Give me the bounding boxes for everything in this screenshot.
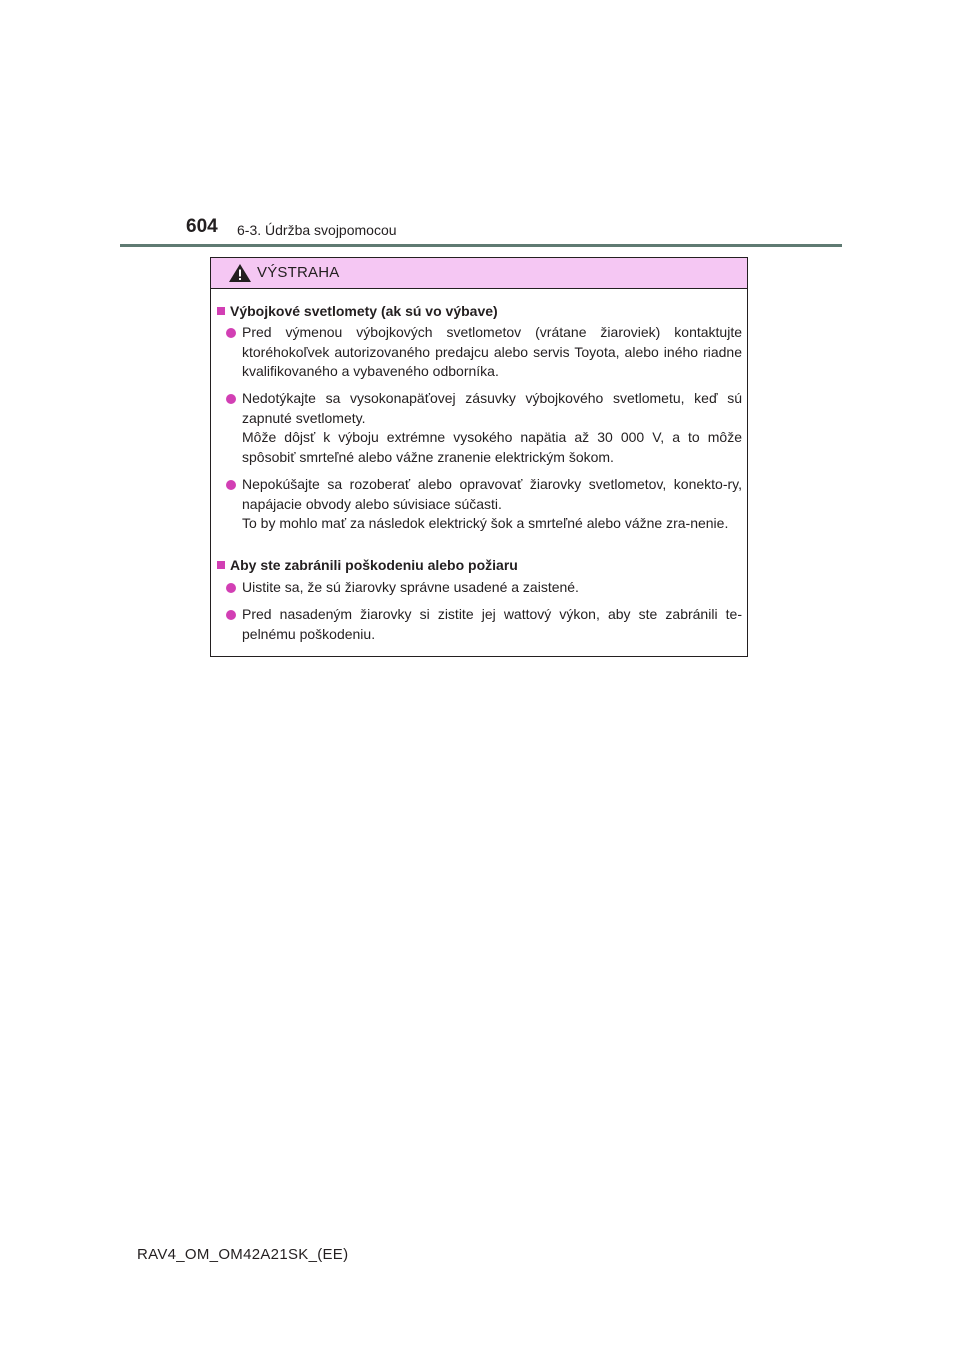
bullet-paragraph: Uistite sa, že sú žiarovky správne usadené a zaistené. [242, 579, 579, 595]
section-heading-xenon [217, 301, 498, 321]
footer-doc-code: RAV4_OM_OM42A21SK_(EE) [137, 1246, 349, 1263]
bullet-text [242, 605, 742, 644]
round-bullet-icon [226, 480, 236, 490]
square-bullet-icon [217, 561, 225, 569]
bullet-paragraph: Nepokúšajte sa rozoberať alebo opravovať žiarovky svetlometov, konekto-ry, napájacie obvody alebo súvisiace súčasti. [242, 476, 742, 512]
header-rule [120, 244, 842, 247]
round-bullet-icon [226, 610, 236, 620]
bullet-text [242, 475, 742, 534]
bullet-paragraph: Môže dôjsť k výboju extrémne vysokého napätia až 30 000 V, a to môže spôsobiť smrteľné alebo vážne zranenie elektrickým šokom. [242, 429, 742, 465]
bullet-item [226, 323, 742, 382]
bullet-text [242, 578, 742, 598]
round-bullet-icon [226, 394, 236, 404]
bullet-item [226, 605, 742, 644]
section-heading-text: Výbojkové svetlomety (ak sú vo výbave) [230, 303, 498, 319]
bullet-paragraph: Nedotýkajte sa vysokonapäťovej zásuvky výbojkového svetlometu, keď sú zapnuté svetlomety. [242, 390, 742, 426]
warning-triangle-icon [228, 263, 252, 283]
section-title: 6-3. Údržba svojpomocou [237, 222, 397, 238]
square-bullet-icon [217, 307, 225, 315]
bullet-paragraph: To by mohlo mať za následok elektrický šok a smrteľné alebo vážne zra-nenie. [242, 515, 729, 531]
round-bullet-icon [226, 328, 236, 338]
warning-box [210, 257, 748, 657]
warning-title: VÝSTRAHA [257, 264, 340, 281]
section-heading-text: Aby ste zabránili poškodeniu alebo požiaru [230, 557, 518, 573]
page-number: 604 [186, 216, 218, 237]
section-heading-fire [217, 555, 518, 575]
bullet-paragraph: Pred výmenou výbojkových svetlometov (vrátane žiaroviek) kontaktujte ktoréhokoľvek autorizovaného predajcu alebo servis Toyota, alebo iného riadne kvalifikovaného a vybaveného odborníka. [242, 324, 742, 379]
bullet-paragraph: Pred nasadeným žiarovky si zistite jej wattový výkon, aby ste zabránili te-pelnému poškodeniu. [242, 606, 742, 642]
bullet-item [226, 475, 742, 534]
bullet-text [242, 323, 742, 382]
bullet-text [242, 389, 742, 467]
warning-header [211, 258, 747, 289]
bullet-item [226, 578, 742, 598]
round-bullet-icon [226, 583, 236, 593]
bullet-item [226, 389, 742, 467]
